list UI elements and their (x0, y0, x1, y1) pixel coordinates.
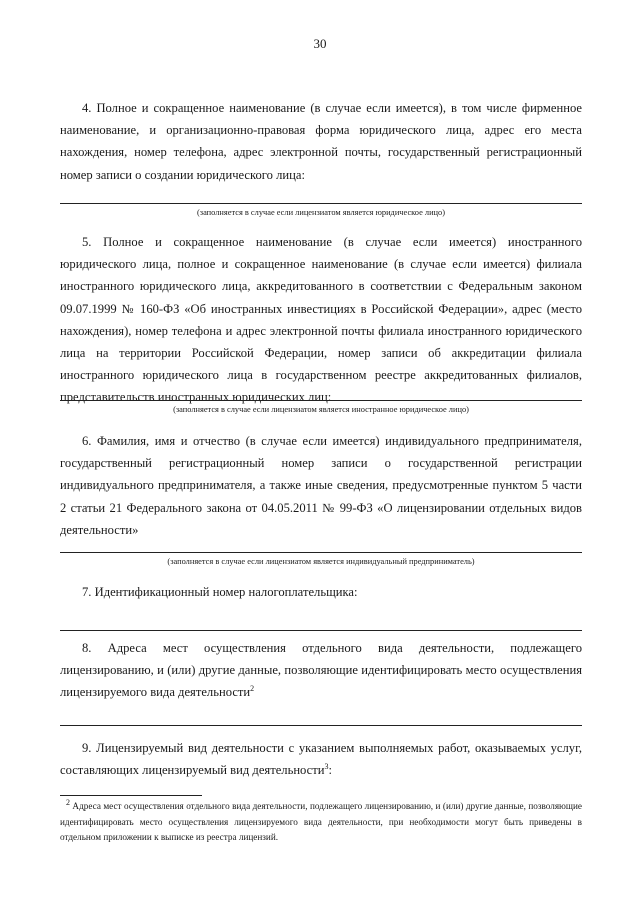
section-7-fill-line (60, 630, 582, 631)
footnote-marker: 2 (66, 797, 70, 807)
section-6-text: 6. Фамилия, имя и отчество (в случае если имеется) индивидуального предпринимателя, государственный регистрационный номер записи о государственной регистрации индивидуального предпринимателя, а также иные сведения, предусмотренные пунктом 5 части 2 статьи 21 Федерального закона от 04.05.2011 № 99-ФЗ «О лицензировании отдельных видов деятельности» (60, 434, 582, 537)
section-4-text: 4. Полное и сокращенное наименование (в случае если имеется), в том числе фирменное наименование, и организационно-правовая форма юридического лица, адрес его места нахождения, номер телефона, адрес электронной почты, государственный регистрационный номер записи о создании юридического лица: (60, 101, 582, 182)
section-9-body: 9. Лицензируемый вид деятельности с указанием выполняемых работ, оказываемых услуг, составляющих лицензируемый вид деятельности (60, 741, 582, 778)
footnote-2 (60, 799, 582, 846)
section-5-text: 5. Полное и сокращенное наименование (в случае если имеется) иностранного юридического лица, полное и сокращенное наименование (в случае если имеется) филиала иностранного юридического лица, аккредитованного в соответствии с Федеральным законом 09.07.1999 № 160-ФЗ «Об иностранных инвестициях в Российской Федерации», адрес (место нахождения), номер телефона и адрес электронной почты филиала иностранного юридического лица на территории Российской Федерации, номер записи об аккредитации филиала иностранного юридического лица в государственном реестре аккредитованных филиалов, представительств иностранных юридических лиц: (60, 235, 582, 405)
section-8-body: 8. Адреса мест осуществления отдельного вида деятельности, подлежащего лицензированию, и (или) другие данные, позволяющие идентифицировать место осуществления лицензируемого вида деятельности (60, 641, 582, 700)
section-6-fill-line (60, 552, 582, 553)
section-4-fill-line (60, 203, 582, 204)
footnote-text: Адреса мест осуществления отдельного вида деятельности, подлежащего лицензированию, и (или) другие данные, позволяющие идентифицировать место осуществления лицензируемого вида деятельности, при необходимости могут быть приведены в отдельном приложении к выписке из реестра лицензий. (60, 801, 582, 843)
section-9-text (60, 737, 582, 781)
section-9-tail: : (328, 763, 332, 778)
page-number: 30 (313, 36, 327, 51)
section-8-text (60, 637, 582, 704)
section-5-note: (заполняется в случае если лицензиатом является иностранное юридическое лицо) (173, 405, 469, 414)
section-6-note: (заполняется в случае если лицензиатом является индивидуальный предприниматель) (167, 557, 475, 566)
footnote-separator (60, 795, 202, 796)
section-7-text: 7. Идентификационный номер налогоплательщика: (82, 585, 358, 599)
footnote-ref-2: 2 (250, 684, 255, 694)
footnote-ref-3: 3 (324, 762, 329, 772)
section-4-note: (заполняется в случае если лицензиатом является юридическое лицо) (196, 208, 446, 217)
section-5-fill-line (60, 400, 582, 401)
section-8-fill-line (60, 725, 582, 726)
